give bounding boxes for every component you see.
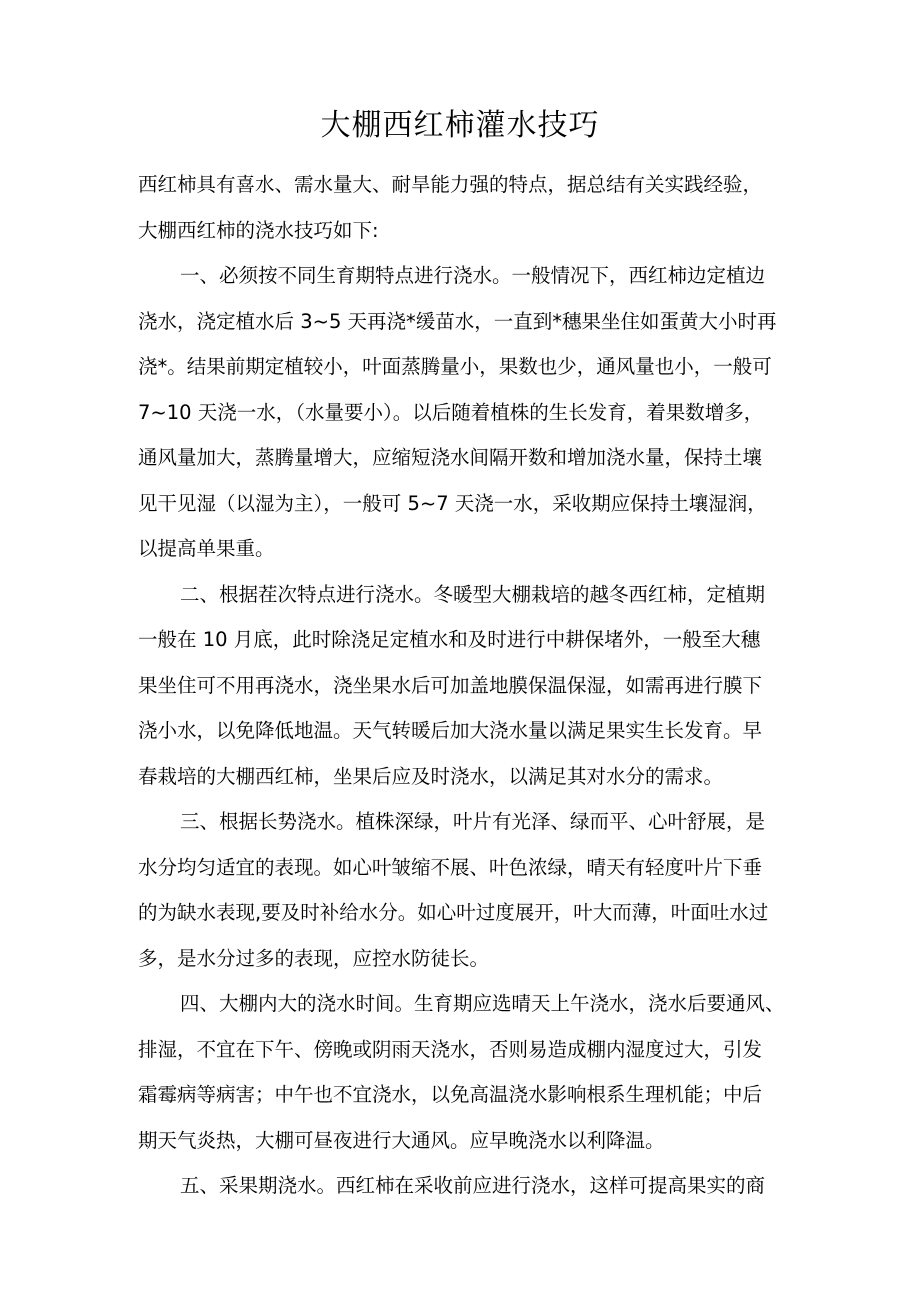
paragraph-1-line: 浇水，浇定植水后 3~5 天再浇*缓苗水，一直到*穗果坐住如蛋黄大小时再 (138, 309, 777, 333)
paragraph-3-line: 的为缺水表现,要及时补给水分。如心叶过度展开，叶大而薄，叶面吐水过 (138, 901, 769, 924)
paragraph-2-line: 二、根据茬次特点进行浇水。冬暖型大棚栽培的越冬西红柿，定植期 (180, 582, 766, 606)
intro-line: 大棚西红柿的浇水技巧如下: (138, 218, 379, 242)
document-body (138, 162, 798, 1209)
paragraph-4-line: 排湿，不宜在下午、傍晚或阴雨天浇水，否则易造成棚内湿度过大，引发 (138, 1037, 763, 1061)
paragraph-1-line: 一、必须按不同生育期特点进行浇水。一般情况下，西红柿边定植边 (180, 264, 766, 287)
paragraph-3-line: 水分均匀适宜的表现。如心叶皱缩不展、叶色浓绿，晴天有轻度叶片下垂 (138, 855, 763, 879)
paragraph-2-line: 浇小水，以免降低地温。天气转暖后加大浇水量以满足果实生长发育。早 (138, 719, 763, 742)
paragraph-4-line: 霜霉病等病害；中午也不宜浇水，以免高温浇水影响根系生理机能；中后 (138, 1083, 763, 1106)
paragraph-2-line: 一般在 10 月底，此时除浇足定植水和及时进行中耕保堵外，一般至大穗 (138, 628, 761, 651)
paragraph-1-line: 以提高单果重。 (138, 537, 275, 560)
intro-line: 西红柿具有喜水、需水量大、耐旱能力强的特点，据总结有关实践经验， (138, 173, 763, 196)
paragraph-4-line: 四、大棚内大的浇水时间。生育期应选晴天上午浇水，浇水后要通风、 (180, 992, 785, 1015)
paragraph-1-line: 7~10 天浇一水，（水量要小）。以后随着植株的生长发育，着果数增多， (138, 400, 764, 424)
paragraph-5-line: 五、采果期浇水。西红柿在采收前应进行浇水，这样可提高果实的商 (180, 1174, 766, 1197)
paragraph-2-line: 果坐住可不用再浇水，浇坐果水后可加盖地膜保温保湿，如需再进行膜下 (138, 673, 763, 697)
paragraph-4-line: 期天气炎热，大棚可昼夜进行大通风。应早晚浇水以利降温。 (138, 1128, 665, 1152)
paragraph-3-line: 多，是水分过多的表现，应控水防徒长。 (138, 946, 490, 970)
paragraph-2-line: 春栽培的大棚西红柿，坐果后应及时浇水，以满足其对水分的需求。 (138, 764, 724, 788)
document-title: 大棚西红柿灌水技巧 (320, 108, 600, 143)
paragraph-1-line: 见干见湿（以湿为主），一般可 5~7 天浇一水，采收期应保持土壤湿润， (138, 491, 767, 515)
paragraph-1-line: 浇*。结果前期定植较小，叶面蒸腾量小，果数也少，通风量也小，一般可 (138, 355, 772, 378)
paragraph-3-line: 三、根据长势浇水。植株深绿，叶片有光泽、绿而平、心叶舒展，是 (180, 810, 766, 833)
paragraph-1-line: 通风量加大，蒸腾量增大，应缩短浇水间隔开数和增加浇水量，保持土壤 (138, 446, 763, 469)
